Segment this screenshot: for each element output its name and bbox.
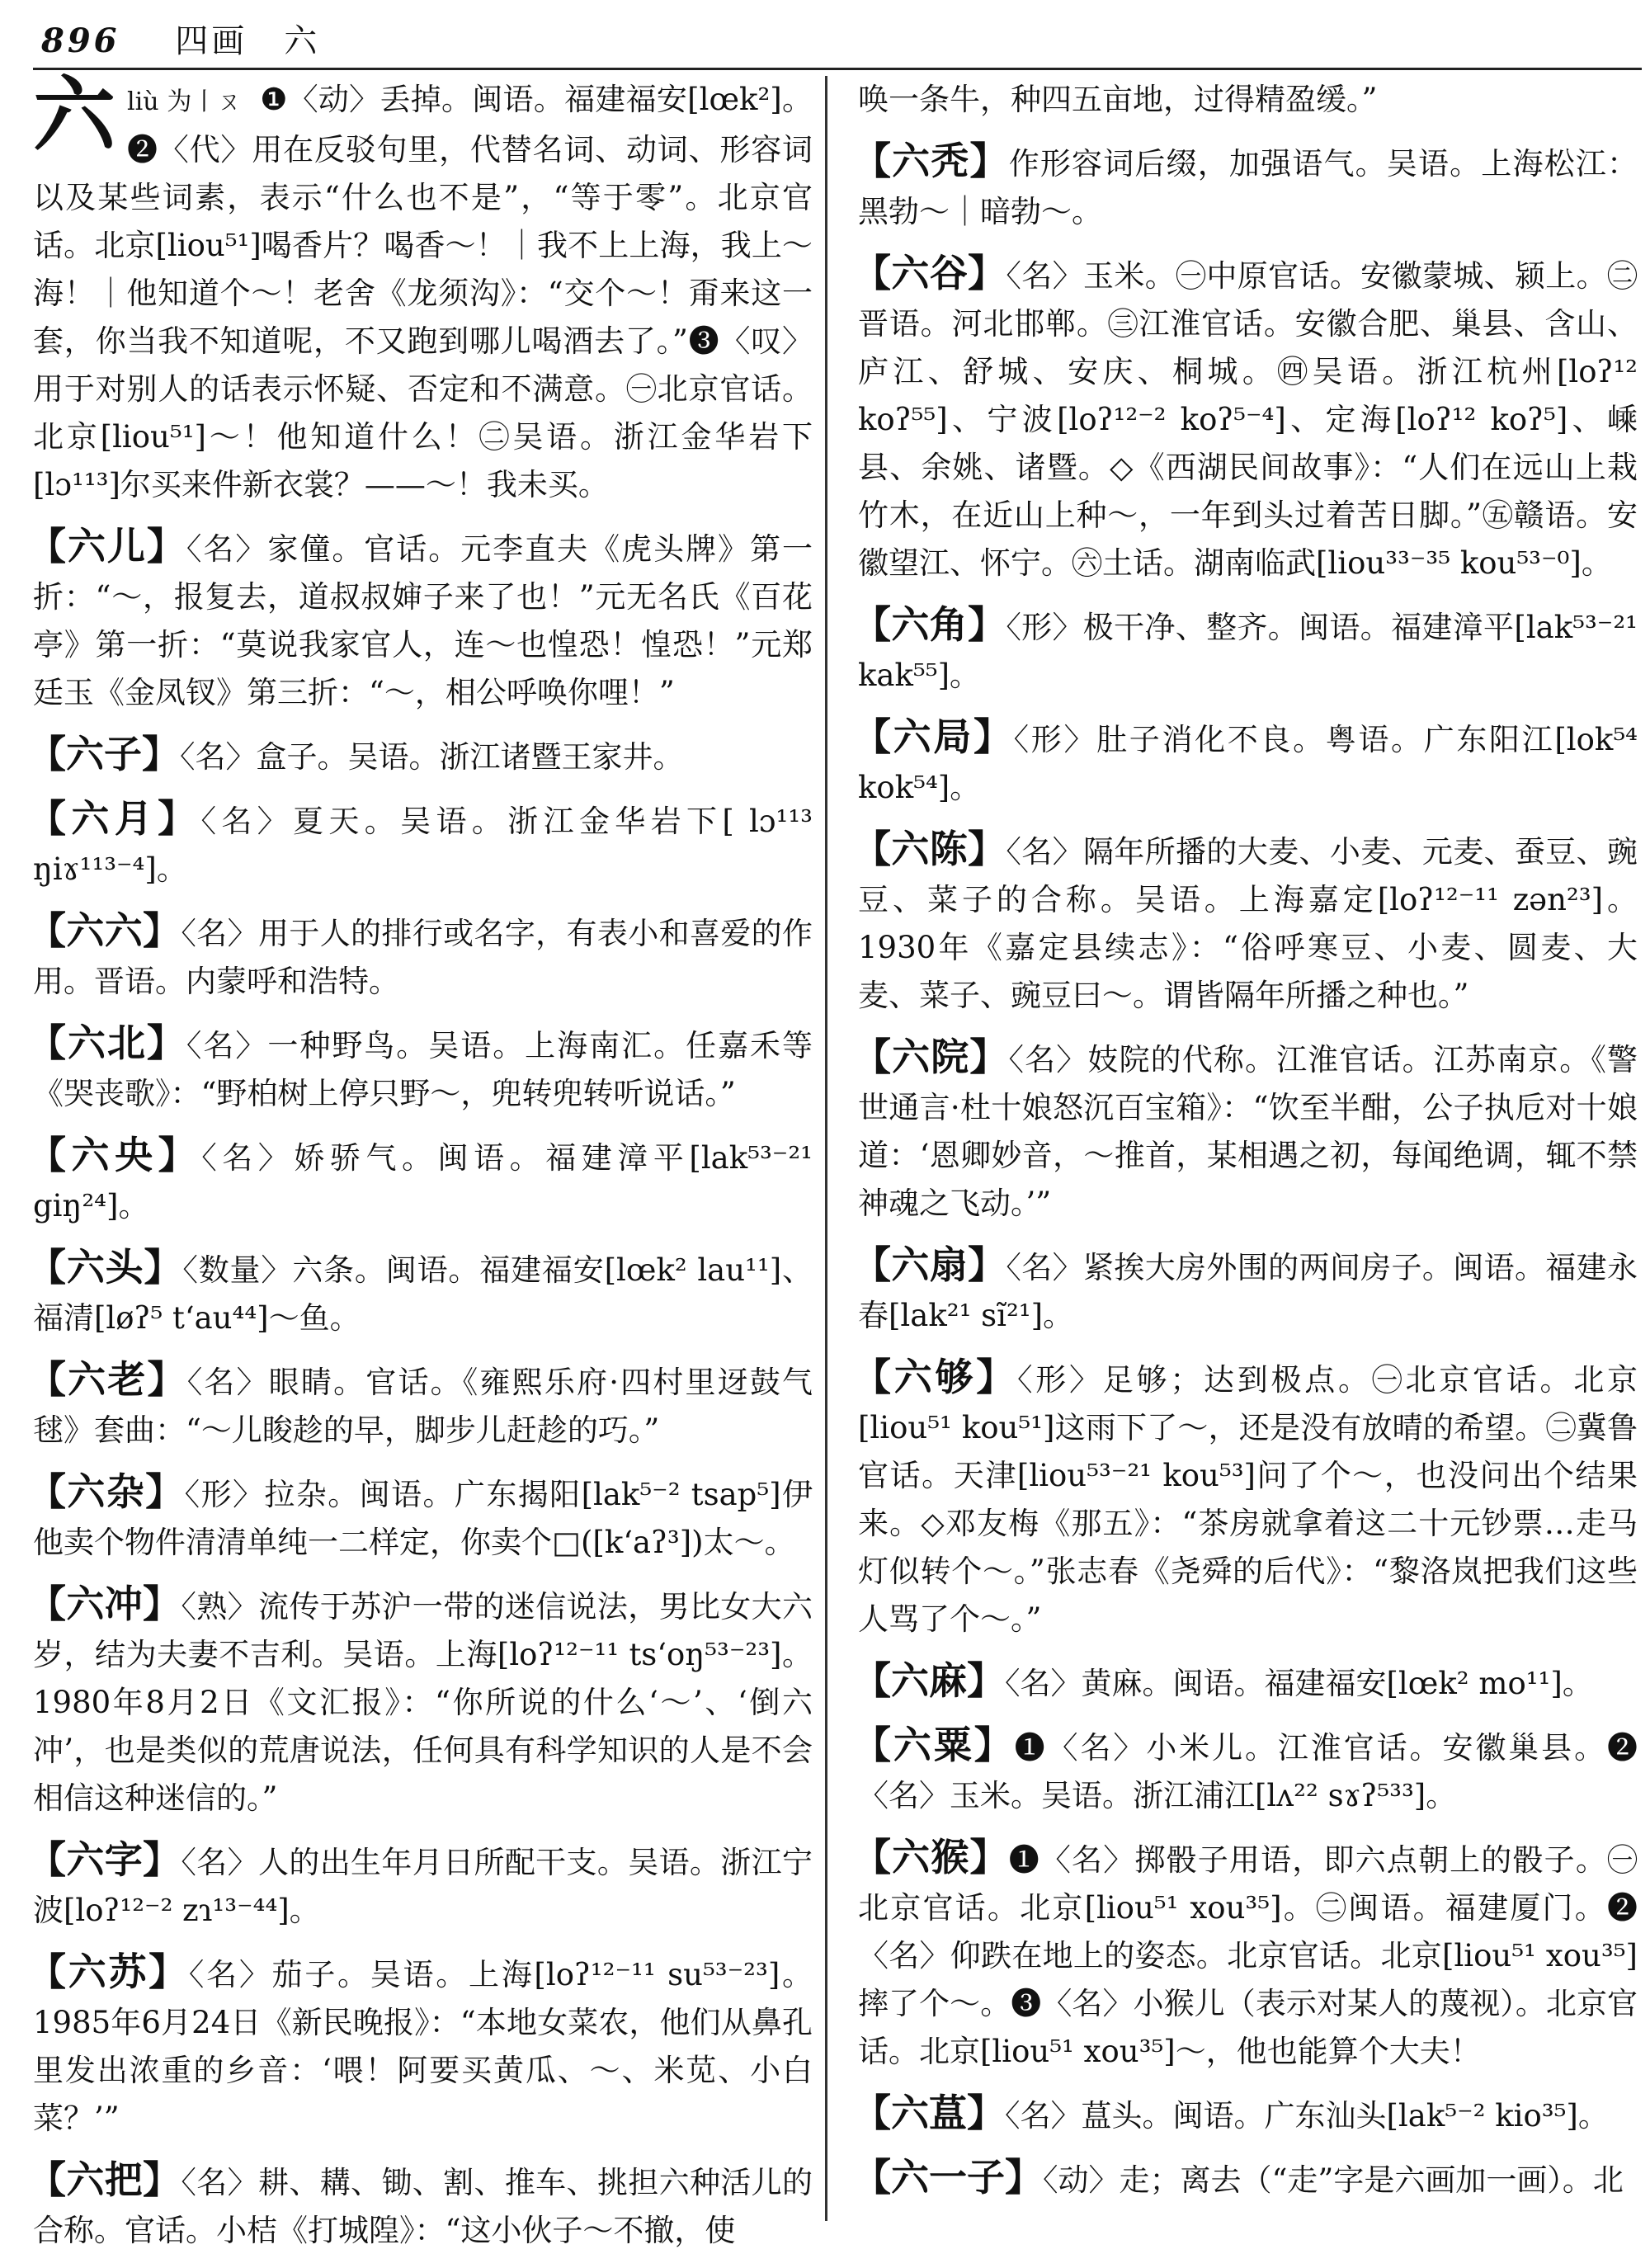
entry-definition: 〈名〉夏天。吴语。浙江金华岩下[ lɔ¹¹³ ŋiɤ¹¹³⁻⁴]。	[33, 804, 813, 887]
column-divider	[825, 76, 827, 2221]
page-number: 896	[41, 21, 120, 60]
section-title: 四画 六	[175, 22, 321, 60]
entry-definition: 〈名〉蒀头。闽语。广东汕头[lak⁵⁻² kio³⁵]。	[1005, 2098, 1609, 2134]
dictionary-entry	[853, 825, 1638, 1020]
entry-headword: 【六扇】	[853, 1242, 1006, 1287]
entry-definition: 〈熟〉流传于苏沪一带的迷信说法，男比女大六岁，结为夫妻不吉利。吴语。上海[loʔ¹²⁻¹¹ ts‘oŋ⁵³⁻²³]。1980年8月2日《文汇报》：“你所说的什么‘～’、‘倒六冲’，也是类似的荒唐说法，任何具有科学知识的人是不会相信这种迷信的。”	[33, 1589, 813, 1816]
continued-text	[858, 76, 1638, 124]
entry-definition: 〈形〉极干净、整齐。闽语。福建漳平[lak⁵³⁻²¹ kak⁵⁵]。	[858, 610, 1638, 693]
entry-headword: 【六院】	[853, 1035, 1009, 1079]
entry-headword: 【六一子】	[853, 2155, 1043, 2200]
left-entry-list	[28, 522, 813, 2255]
entry-headword: 【六字】	[28, 1837, 182, 1882]
entry-headword: 【六央】	[28, 1133, 202, 1177]
dictionary-entry	[28, 522, 813, 717]
main-headword: 六	[33, 66, 116, 163]
entry-definition: ❶〈名〉小米儿。江淮官话。安徽巢县。❷〈名〉玉米。吴语。浙江浦江[lʌ²² sɤʔ⁵³³]。	[858, 1730, 1638, 1813]
entry-headword: 【六陈】	[853, 827, 1006, 871]
entry-definition: 〈形〉肚子消化不良。粤语。广东阳江[lok⁵⁴ kok⁵⁴]。	[858, 722, 1638, 805]
dictionary-entry	[853, 601, 1638, 700]
entry-headword: 【六把】	[28, 2157, 182, 2202]
left-column	[28, 66, 813, 2268]
entry-definition: 〈数量〉六条。闽语。福建福安[lœk² lau¹¹]、福清[løʔ⁵ t‘au⁴⁴]～鱼。	[33, 1252, 813, 1336]
entry-definition: 〈名〉家僮。官话。元李直夫《虎头牌》第一折：“～，报复去，道叔叔婶子来了也！”元无名氏《百花亭》第一折：“莫说我家官人，连～也惶恐！惶恐！”元郑廷玉《金凤钗》第三折：“～，相公呼唤你哩！”	[33, 531, 813, 710]
entry-headword: 【六局】	[853, 714, 1014, 759]
entry-definition: 〈名〉眼睛。官话。《雍熙乐府·四村里迓鼓气毬》套曲：“～儿睃趁的早，脚步儿赶趁的巧。”	[33, 1365, 813, 1448]
entry-headword: 【六角】	[853, 602, 1006, 647]
entry-definition: 〈动〉走；离去（“走”字是六画加一画）。北	[1043, 2162, 1624, 2198]
main-headword-pronunciation: liù 为丨ㄡ	[127, 87, 243, 116]
entry-headword: 【六谷】	[853, 251, 1006, 295]
dictionary-entry	[28, 1356, 813, 1455]
entry-definition: ❶〈名〉掷骰子用语，即六点朝上的骰子。㊀北京官话。北京[liou⁵¹ xou³⁵]。㊁闽语。福建厦门。❷〈名〉仰跌在地上的姿态。北京官话。北京[liou⁵¹ xou³⁵]摔了个～。❸〈名〉小猴儿（表示对某人的蔑视）。北京官话。北京[liou⁵¹ xou³⁵]～，他也能算个大夫！	[858, 1842, 1638, 2069]
entry-definition: 〈名〉隔年所播的大麦、小麦、元麦、蚕豆、豌豆、菜子的合称。吴语。上海嘉定[loʔ¹²⁻¹¹ zən²³]。1930年《嘉定县续志》：“俗呼寒豆、小麦、圆麦、大麦、菜子、豌豆曰～。谓皆隔年所播之种也。”	[858, 834, 1638, 1013]
dictionary-entry	[28, 795, 813, 894]
entry-headword: 【六六】	[28, 908, 182, 953]
right-column	[853, 76, 1638, 2218]
entry-definition: 〈名〉耕、耩、锄、割、推车、挑担六种活儿的合称。官话。小桔《打城隍》：“这小伙子～不撤，使	[33, 2165, 813, 2248]
entry-headword: 【六够】	[853, 1355, 1017, 1399]
page-header	[41, 15, 320, 62]
entry-definition: 〈名〉盒子。吴语。浙江诸暨王家井。	[180, 739, 684, 775]
entry-definition: 〈名〉黄麻。闽语。福建福安[lœk² mo¹¹]。	[1005, 1666, 1593, 1701]
entry-definition: 〈形〉足够；达到极点。㊀北京官话。北京[liou⁵¹ kou⁵¹]这雨下了～，还是没有放晴的希望。㊁冀鲁官话。天津[liou⁵³⁻²¹ kou⁵³]问了个～，也没问出个结果来。◇邓友梅《那五》：“茶房就拿着这二十元钞票…走马灯似转个～。”张志春《尧舜的后代》：“黎洛岚把我们这些人骂了个～。”	[858, 1362, 1638, 1637]
entry-headword: 【六苏】	[28, 1950, 189, 1994]
header-rule	[33, 68, 1642, 70]
dictionary-entry	[28, 1948, 813, 2143]
continued-definition: 唤一条牛，种四五亩地，过得精盈缓。”	[858, 82, 1378, 117]
dictionary-entry	[28, 907, 813, 1006]
entry-headword: 【六麻】	[853, 1658, 1005, 1703]
entry-definition: 〈名〉紧挨大房外围的两间房子。闽语。福建永春[lak²¹ sĩ²¹]。	[858, 1250, 1638, 1333]
dictionary-entry	[28, 1019, 813, 1118]
main-headword-entry	[33, 66, 813, 509]
dictionary-entry	[853, 249, 1638, 587]
main-headword-definition: ❶〈动〉丢掉。闽语。福建福安[lœk²]。❷〈代〉用在反驳句里，代替名词、动词、形容词以及某些词素，表示“什么也不是”，“等于零”。北京官话。北京[liou⁵¹]喝香片？喝香～！｜我不上上海，我上～海！｜他知道个～！老舍《龙须沟》：“交个～！甭来这一套，你当我不知道呢，不又跑到哪儿喝酒去了。”❸〈叹〉用于对别人的话表示怀疑、否定和不满意。㊀北京官话。北京[liou⁵¹]～！他知道什么！㊁吴语。浙江金华岩下[lɔ¹¹³]尔买来件新衣裳？——～！我未买。	[33, 82, 813, 502]
entry-headword: 【六北】	[28, 1021, 186, 1065]
dictionary-entry	[853, 2153, 1638, 2204]
right-entry-list	[853, 137, 1638, 2204]
dictionary-entry	[28, 730, 813, 781]
dictionary-entry	[28, 1468, 813, 1567]
entry-headword: 【六月】	[28, 796, 201, 841]
dictionary-entry	[853, 713, 1638, 812]
entry-headword: 【六头】	[28, 1245, 183, 1290]
entry-headword: 【六子】	[28, 732, 180, 776]
entry-definition: 〈名〉用于人的排行或名字，有表小和喜爱的作用。晋语。内蒙呼和浩特。	[33, 916, 813, 999]
dictionary-entry	[28, 1243, 813, 1342]
entry-definition: 〈名〉一种野鸟。吴语。上海南汇。任嘉禾等《哭丧歌》：“野柏树上停只野～，兜转兜转听说话。”	[33, 1028, 813, 1111]
entry-definition: 〈名〉玉米。㊀中原官话。安徽蒙城、颍上。㊁晋语。河北邯郸。㊂江淮官话。安徽合肥、巢县、含山、庐江、舒城、安庆、桐城。㊃吴语。浙江杭州[loʔ¹² koʔ⁵⁵]、宁波[loʔ¹²⁻² koʔ⁵⁻⁴]、定海[loʔ¹² koʔ⁵]、嵊县、余姚、诸暨。◇《西湖民间故事》：“人们在远山上栽竹木，在近山上种～，一年到头过着苦日脚。”㊄赣语。安徽望江、怀宁。㊅土话。湖南临武[liou³³⁻³⁵ kou⁵³⁻⁰]。	[858, 258, 1638, 581]
entry-definition: 〈形〉拉杂。闽语。广东揭阳[lak⁵⁻² tsap⁵]伊他卖个物件清清单纯一二样定，你卖个□([k‘aʔ³])太～。	[33, 1477, 813, 1560]
entry-headword: 【六冲】	[28, 1582, 182, 1626]
dictionary-entry	[28, 1580, 813, 1822]
entry-definition: 〈名〉妓院的代称。江淮官话。江苏南京。《警世通言·杜十娘怒沉百宝箱》：“饮至半酣，公子执卮对十娘道：‘恩卿妙音，～推首，某相遇之初，每闻绝调，辄不禁神魂之飞动。’”	[858, 1042, 1638, 1221]
entry-headword: 【六杂】	[28, 1469, 185, 1514]
dictionary-entry	[28, 2156, 813, 2255]
entry-definition: 作形容词后缀，加强语气。吴语。上海松江：黑勃～｜暗勃～。	[858, 146, 1638, 229]
entry-headword: 【六蒀】	[853, 2091, 1005, 2135]
dictionary-entry	[853, 1353, 1638, 1643]
dictionary-entry	[853, 1833, 1638, 2076]
dictionary-entry	[28, 1131, 813, 1230]
entry-definition: 〈名〉人的出生年月日所配干支。吴语。浙江宁波[loʔ¹²⁻² zɿ¹³⁻⁴⁴]。	[33, 1845, 813, 1928]
entry-headword: 【六老】	[28, 1357, 187, 1402]
entry-headword: 【六粟】	[853, 1723, 1015, 1767]
dictionary-entry	[853, 1241, 1638, 1340]
dictionary-entry	[853, 2089, 1638, 2140]
dictionary-entry	[853, 1033, 1638, 1228]
entry-definition: 〈名〉娇骄气。闽语。福建漳平[lak⁵³⁻²¹ giŋ²⁴]。	[33, 1140, 813, 1224]
entry-headword: 【六猴】	[853, 1835, 1009, 1879]
entry-definition: 〈名〉茄子。吴语。上海[loʔ¹²⁻¹¹ su⁵³⁻²³]。1985年6月24日《新民晚报》：“本地女菜农，他们从鼻孔里发出浓重的乡音：‘喂！阿要买黄瓜、～、米苋、小白菜？’”	[33, 1957, 813, 2136]
dictionary-entry	[853, 1657, 1638, 1708]
dictionary-entry	[853, 1721, 1638, 1820]
entry-headword: 【六秃】	[853, 139, 1009, 183]
entry-headword: 【六儿】	[28, 524, 186, 568]
dictionary-entry	[28, 1836, 813, 1935]
dictionary-entry	[853, 137, 1638, 236]
